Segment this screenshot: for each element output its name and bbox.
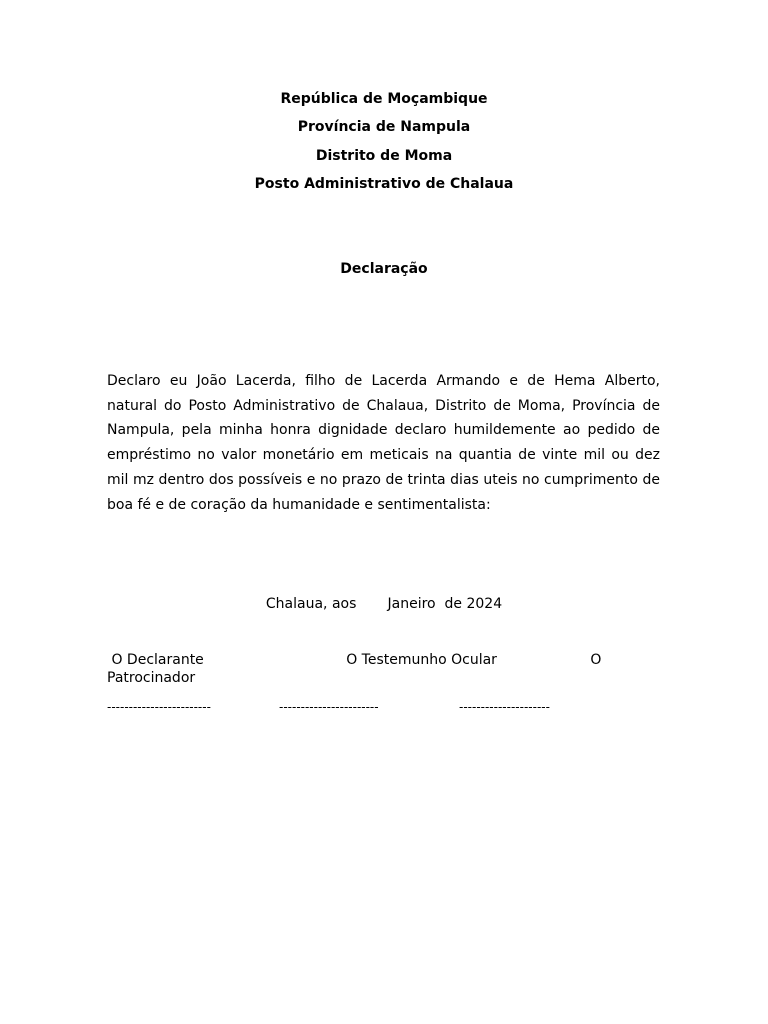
- document-title: Declaração: [340, 261, 428, 277]
- declaration-body: Declaro eu João Lacerda, filho de Lacerda Armando e de Hema Alberto, natural do Posto Administrativo de Chalaua, Distrito de Moma, Província de Nampula, pela minha honra dignidade declaro humildemente ao pedido de empréstimo no valor monetário em meticais na quantia de vinte mil ou dez mil mz dentro dos possíveis e no prazo de trinta dias uteis no cumprimento de boa fé e de coração da humanidade e sentimentalista:: [107, 373, 660, 513]
- date-line: Chalaua, aos Janeiro de 2024: [265, 596, 503, 612]
- signature-line-declarant: ------------------------: [107, 700, 211, 714]
- header-province: Província de Nampula: [297, 119, 471, 136]
- signature-line-sponsor: ---------------------: [459, 700, 550, 714]
- header-country: República de Moçambique: [280, 91, 488, 107]
- signature-labels: O Declarante O Testemunho Ocular O Patrocinador: [107, 652, 606, 686]
- signature-line-witness: -----------------------: [279, 700, 379, 714]
- header-administrative-post: Posto Administrativo de Chalaua: [254, 175, 514, 192]
- document-header: [0, 88, 768, 201]
- header-district: Distrito de Moma: [315, 147, 453, 164]
